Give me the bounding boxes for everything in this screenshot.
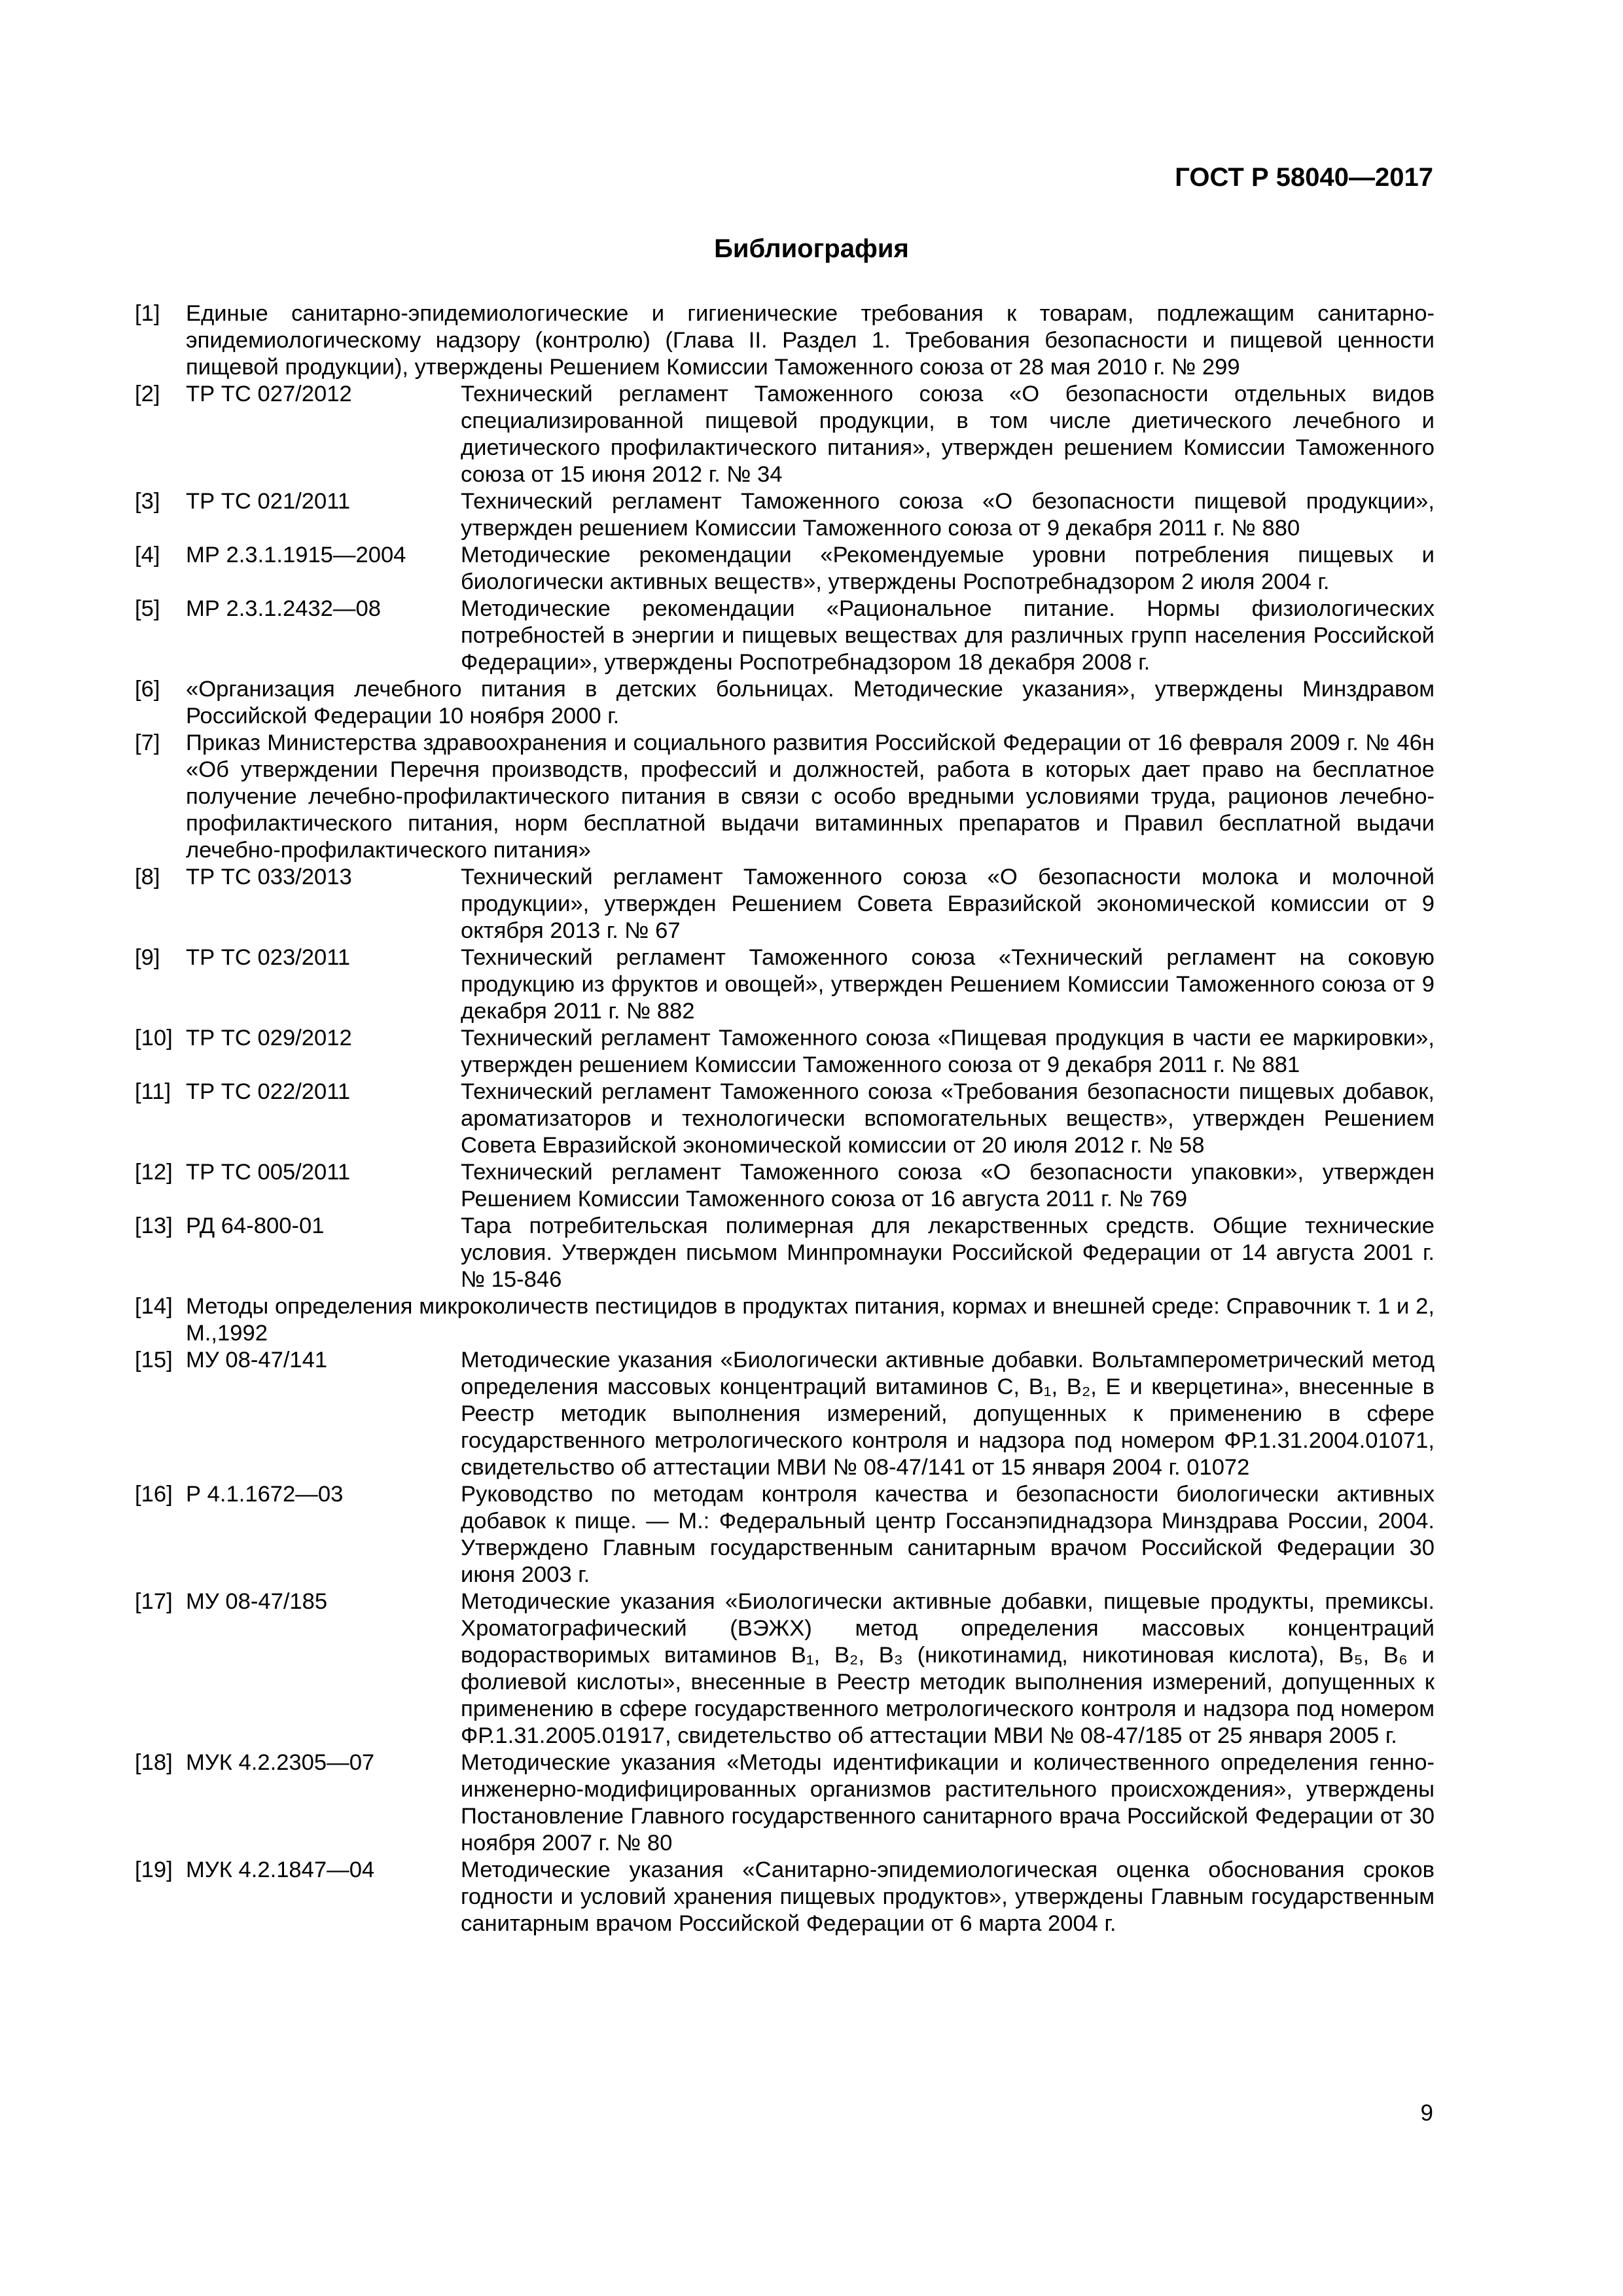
- bibliography-title: Библиография: [714, 234, 909, 263]
- entry-text: «Организация лечебного питания в детских больницах. Методические указания», утверждены Минздравом Российской Федерации 10 ноября 2000 г.: [186, 677, 1435, 728]
- entry-number: [5]: [135, 596, 160, 621]
- standard-code-header: ГОСТ Р 58040—2017: [1175, 163, 1433, 192]
- entry-code: МУ 08-47/185: [186, 1589, 328, 1614]
- entry-text: Методические указания «Биологически активные добавки, пищевые продукты, премиксы. Хроматографический (ВЭЖХ) метод определения массовых концентраций водорастворимых витаминов В₁, В₂, В₃ (никотинамид, никотиновая кислота), В₅, В₆ и фолиевой кислоты», внесенные в Реестр методик выполнения измерений, допущенных к применению в сфере государственного метрологического контроля и надзора под номером ФР.1.31.2005.01917, свидетельство об аттестации МВИ № 08-47/185 от 25 января 2005 г.: [461, 1589, 1435, 1748]
- entry-code: МУК 4.2.2305—07: [186, 1750, 375, 1775]
- bibliography-entry: [135, 676, 1435, 730]
- entry-number: [14]: [135, 1294, 173, 1319]
- bibliography-entry: [135, 1079, 1435, 1159]
- bibliography-entry: [135, 1347, 1435, 1481]
- entry-text: Технический регламент Таможенного союза «О безопасности отдельных видов специализированной пищевой продукции, в том числе диетического лечебного и диетического профилактического питания», утвержден решением Комиссии Таможенного союза от 15 июня 2012 г. № 34: [461, 382, 1435, 487]
- entry-number: [17]: [135, 1589, 173, 1614]
- entry-code: ТР ТС 022/2011: [186, 1079, 351, 1104]
- entry-text: Методические рекомендации «Рациональное питание. Нормы физиологических потребностей в энергии и пищевых веществах для различных групп населения Российской Федерации», утверждены Роспотребнадзором 18 декабря 2008 г.: [461, 596, 1435, 675]
- bibliography-entry: [135, 596, 1435, 676]
- entry-number: [4]: [135, 543, 160, 567]
- entry-text: Руководство по методам контроля качества и безопасности биологически активных добавок к пище. — М.: Федеральный центр Госсанэпиднадзора Минздрава России, 2004. Утверждено Главным государственным санитарным врачом Российской Федерации 30 июня 2003 г.: [461, 1482, 1435, 1587]
- entry-text: Тара потребительская полимерная для лекарственных средств. Общие технические условия. Утвержден письмом Минпромнауки Российской Федерации от 14 августа 2001 г. № 15-846: [461, 1213, 1435, 1292]
- entry-number: [15]: [135, 1348, 173, 1372]
- entry-number: [19]: [135, 1857, 173, 1882]
- entry-code: МУК 4.2.1847—04: [186, 1857, 375, 1882]
- bibliography-entry: [135, 1293, 1435, 1347]
- entry-text: Методы определения микроколичеств пестицидов в продуктах питания, кормах и внешней среде: Справочник т. 1 и 2, М.,1992: [186, 1294, 1435, 1346]
- bibliography-entry: [135, 864, 1435, 944]
- entry-number: [12]: [135, 1160, 173, 1185]
- entry-number: [8]: [135, 865, 160, 889]
- entry-code: ТР ТС 029/2012: [186, 1026, 352, 1050]
- entry-number: [3]: [135, 489, 160, 514]
- entry-number: [11]: [135, 1079, 171, 1104]
- entry-code: МР 2.3.1.2432—08: [186, 596, 381, 621]
- bibliography-entry: [135, 300, 1435, 381]
- entry-text: Технический регламент Таможенного союза «Требования безопасности пищевых добавок, ароматизаторов и технологически вспомогательных веществ», утвержден Решением Совета Евразийской экономической комиссии от 20 июля 2012 г. № 58: [461, 1079, 1435, 1158]
- entry-code: РД 64-800-01: [186, 1213, 325, 1238]
- entry-code: МУ 08-47/141: [186, 1348, 328, 1372]
- bibliography-entry: [135, 730, 1435, 864]
- entry-text: Приказ Министерства здравоохранения и социального развития Российской Федерации от 16 февраля 2009 г. № 46н «Об утверждении Перечня производств, профессий и должностей, работа в которых дает право на бесплатное получение лечебно-профилактического питания в связи с особо вредными условиями труда, рационов лечебно-профилактического питания, норм бесплатной выдачи витаминных препаратов и Правил бесплатной выдачи лечебно-профилактического питания»: [186, 730, 1435, 863]
- entry-code: ТР ТС 023/2011: [186, 945, 351, 970]
- entry-number: [10]: [135, 1026, 173, 1050]
- bibliography-entry: [135, 488, 1435, 542]
- entry-number: [18]: [135, 1750, 173, 1775]
- bibliography-entry: [135, 381, 1435, 488]
- entry-code: ТР ТС 033/2013: [186, 865, 352, 889]
- entry-code: ТР ТС 027/2012: [186, 382, 352, 406]
- bibliography-entry: [135, 944, 1435, 1025]
- bibliography-entry: [135, 1025, 1435, 1079]
- entry-number: [13]: [135, 1213, 173, 1238]
- entry-number: [1]: [135, 301, 160, 326]
- bibliography-entry: [135, 542, 1435, 596]
- entry-code: ТР ТС 021/2011: [186, 489, 351, 514]
- bibliography-entry: [135, 1749, 1435, 1857]
- entry-code: Р 4.1.1672—03: [186, 1482, 344, 1507]
- entry-number: [16]: [135, 1482, 173, 1507]
- bibliography-entry: [135, 1857, 1435, 1937]
- bibliography-entry: [135, 1481, 1435, 1588]
- entry-text: Технический регламент Таможенного союза «О безопасности молока и молочной продукции», утвержден Решением Совета Евразийской экономической комиссии от 9 октября 2013 г. № 67: [461, 865, 1435, 943]
- bibliography-list: [135, 300, 1435, 1937]
- entry-text: Единые санитарно-эпидемиологические и гигиенические требования к товарам, подлежащим санитарно-эпидемиологическому надзору (контролю) (Глава II. Раздел 1. Требования безопасности и пищевой ценности пищевой продукции), утверждены Решением Комиссии Таможенного союза от 28 мая 2010 г. № 299: [186, 301, 1435, 380]
- entry-text: Технический регламент Таможенного союза «О безопасности упаковки», утвержден Решением Комиссии Таможенного союза от 16 августа 2011 г. № 769: [461, 1160, 1435, 1211]
- entry-text: Методические рекомендации «Рекомендуемые уровни потребления пищевых и биологически активных веществ», утверждены Роспотребнадзором 2 июля 2004 г.: [461, 543, 1435, 594]
- entry-text: Технический регламент Таможенного союза «Технический регламент на соковую продукцию из фруктов и овощей», утвержден Решением Комиссии Таможенного союза от 9 декабря 2011 г. № 882: [461, 945, 1435, 1024]
- entry-text: Методические указания «Методы идентификации и количественного определения генно-инженерно-модифицированных организмов растительного происхождения», утверждены Постановление Главного государственного санитарного врача Российской Федерации от 30 ноября 2007 г. № 80: [461, 1750, 1435, 1856]
- entry-number: [9]: [135, 945, 160, 970]
- entry-number: [6]: [135, 677, 160, 702]
- bibliography-entry: [135, 1213, 1435, 1293]
- entry-code: ТР ТС 005/2011: [186, 1160, 351, 1185]
- page-number: 9: [1420, 2100, 1433, 2126]
- entry-text: Методические указания «Санитарно-эпидемиологическая оценка обоснования сроков годности и условий хранения пищевых продуктов», утверждены Главным государственным санитарным врачом Российской Федерации от 6 марта 2004 г.: [461, 1857, 1435, 1936]
- entry-code: МР 2.3.1.1915—2004: [186, 543, 406, 567]
- bibliography-entry: [135, 1588, 1435, 1749]
- entry-text: Технический регламент Таможенного союза «Пищевая продукция в части ее маркировки», утвержден решением Комиссии Таможенного союза от 9 декабря 2011 г. № 881: [461, 1026, 1435, 1077]
- entry-text: Технический регламент Таможенного союза «О безопасности пищевой продукции», утвержден решением Комиссии Таможенного союза от 9 декабря 2011 г. № 880: [461, 489, 1435, 541]
- entry-number: [7]: [135, 730, 160, 755]
- bibliography-entry: [135, 1159, 1435, 1213]
- entry-number: [2]: [135, 382, 160, 406]
- entry-text: Методические указания «Биологически активные добавки. Вольтамперометрический метод определения массовых концентраций витаминов С, В₁, В₂, Е и кверцетина», внесенные в Реестр методик выполнения измерений, допущенных к применению в сфере государственного метрологического контроля и надзора под номером ФР.1.31.2004.01071, свидетельство об аттестации МВИ № 08-47/141 от 15 января 2004 г. 01072: [461, 1348, 1435, 1480]
